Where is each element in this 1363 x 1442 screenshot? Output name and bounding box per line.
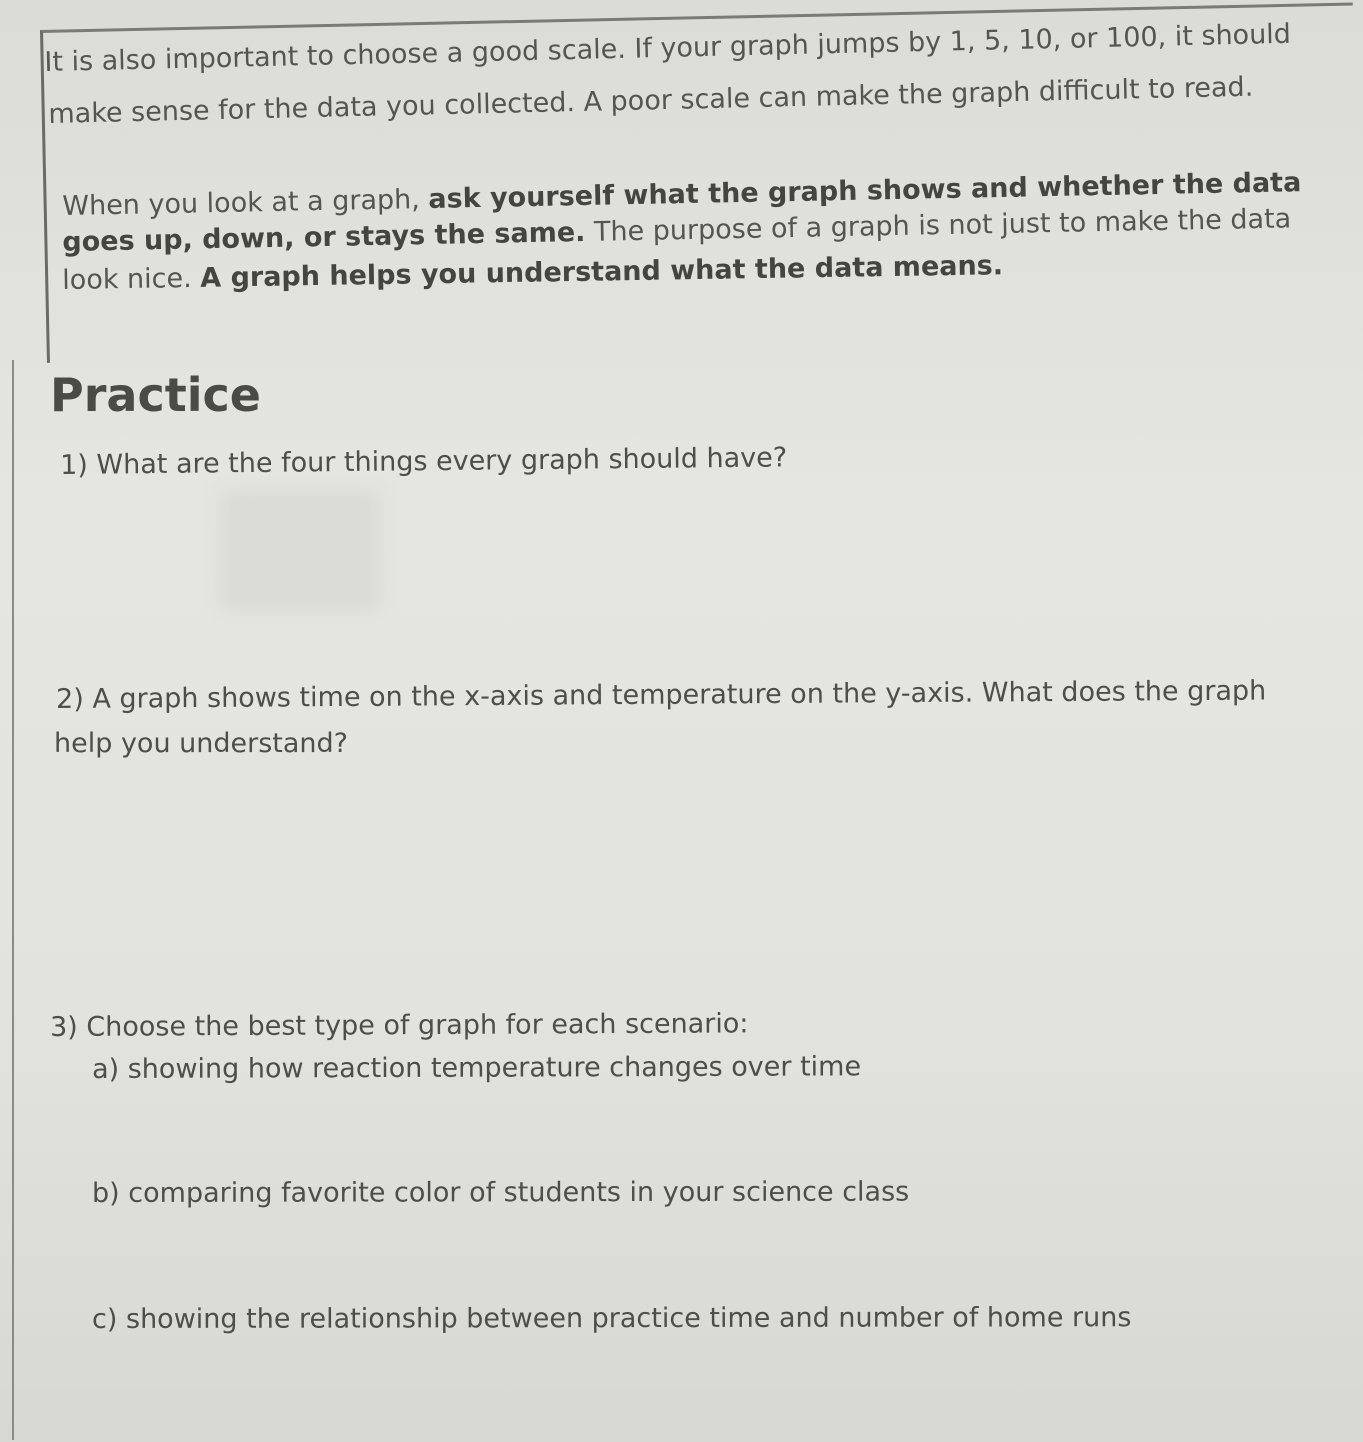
question-2-line-2: help you understand?	[54, 728, 348, 759]
look-line-1-bold: ask yourself what the graph shows and whether the data	[428, 167, 1302, 215]
question-2-line-1: 2) A graph shows time on the x-axis and temperature on the y-axis. What does the graph	[56, 675, 1267, 715]
look-line-3-text: look nice.	[62, 262, 201, 296]
question-3c: c) showing the relationship between practice time and number of home runs	[92, 1302, 1132, 1335]
question-3b: b) comparing favorite color of students in your science class	[92, 1176, 910, 1209]
margin-line	[12, 360, 14, 1440]
look-line-1-text: When you look at a graph,	[62, 183, 429, 222]
question-3a: a) showing how reaction temperature changes over time	[92, 1051, 862, 1085]
practice-heading: Practice	[50, 368, 261, 422]
look-line-2-bold: goes up, down, or stays the same.	[62, 216, 586, 258]
scale-line-1: It is also important to choose a good scale. If your graph jumps by 1, 5, 10, or 100, it should	[44, 18, 1292, 78]
paper-shadow	[220, 490, 380, 610]
question-3: 3) Choose the best type of graph for each scenario:	[50, 1008, 749, 1043]
question-1: 1) What are the four things every graph should have?	[60, 442, 788, 481]
scale-line-2: make sense for the data you collected. A poor scale can make the graph difficult to read.	[48, 71, 1254, 130]
look-line-2-text: The purpose of a graph is not just to make the data	[585, 203, 1292, 248]
look-line-3-bold: A graph helps you understand what the data means.	[200, 250, 1004, 294]
